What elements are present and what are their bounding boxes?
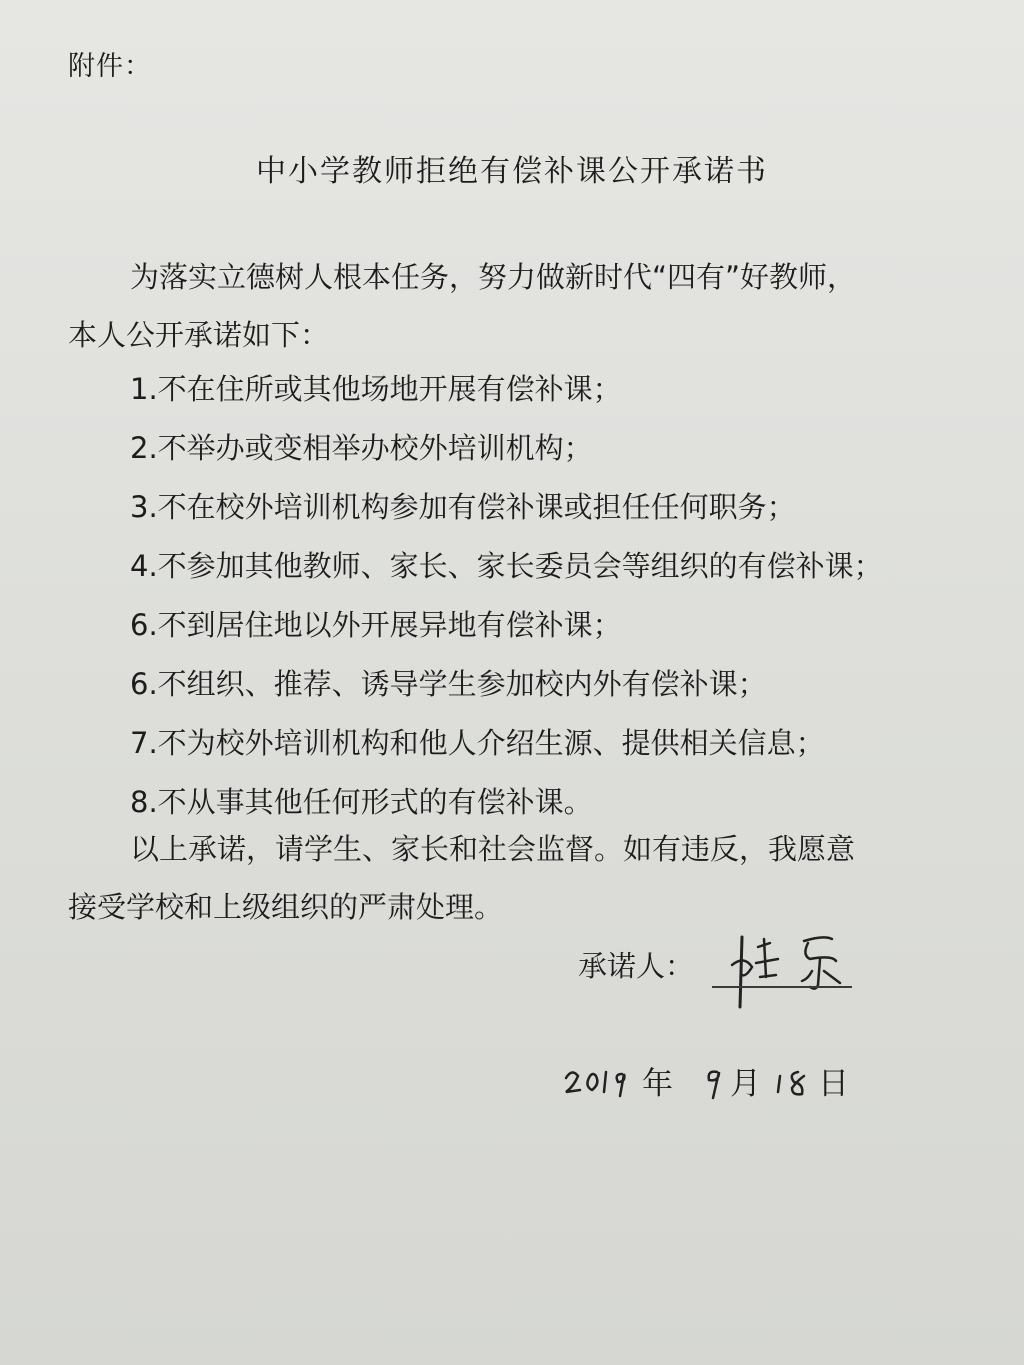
commitment-item: 6.不组织、推荐、诱导学生参加校内外有偿补课；: [130, 667, 767, 701]
commitment-item: 6.不到居住地以外开展异地有偿补课；: [130, 608, 622, 642]
handwritten-year: [560, 1056, 640, 1106]
commitment-item: 3.不在校外培训机构参加有偿补课或担任任何职务；: [130, 490, 796, 524]
signer-label: 承诺人：: [578, 949, 695, 983]
closing-line-2: 接受学校和上级组织的严肃处理。: [68, 890, 504, 924]
attachment-label: 附件：: [68, 51, 152, 82]
handwritten-month: [695, 1056, 735, 1106]
signing-date: [560, 1048, 880, 1108]
commitment-item: 2.不举办或变相举办校外培训机构；: [130, 431, 593, 465]
month-label: 月: [730, 1066, 761, 1102]
commitment-list: [130, 360, 1010, 832]
commitment-item: 1.不在住所或其他场地开展有偿补课；: [130, 372, 622, 406]
intro-line-2: 本人公开承诺如下：: [68, 318, 330, 352]
handwritten-signature: [712, 925, 862, 1025]
commitment-item: 8.不从事其他任何形式的有偿补课。: [130, 785, 593, 819]
document-title: 中小学教师拒绝有偿补课公开承诺书: [256, 154, 768, 189]
handwritten-day: [772, 1056, 822, 1106]
commitment-item: 4.不参加其他教师、家长、家长委员会等组织的有偿补课；: [130, 549, 883, 583]
commitment-item: 7.不为校外培训机构和他人介绍生源、提供相关信息；: [130, 726, 825, 760]
year-label: 年: [642, 1066, 673, 1102]
closing-paragraph: [68, 820, 993, 936]
day-label: 日: [818, 1066, 849, 1102]
closing-line-1: 以上承诺，请学生、家长和社会监督。如有违反，我愿意: [130, 832, 856, 866]
intro-paragraph: [68, 248, 993, 364]
intro-line-1: 为落实立德树人根本任务，努力做新时代“四有”好教师，: [130, 260, 857, 294]
